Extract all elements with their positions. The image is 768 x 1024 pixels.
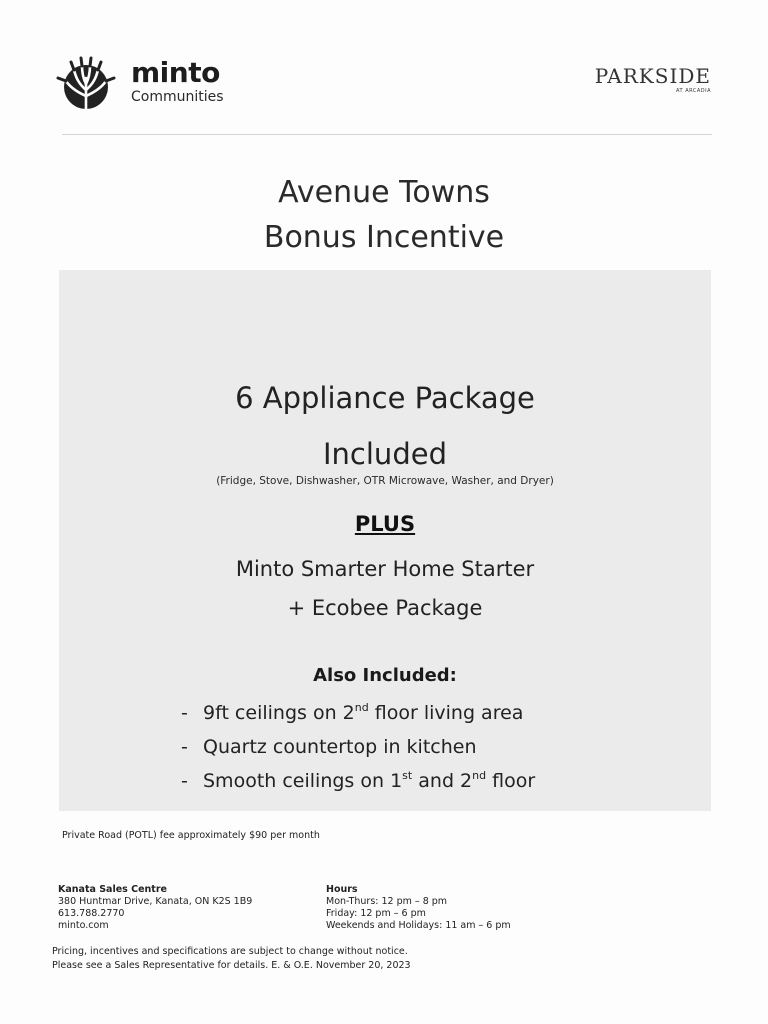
sales-centre-phone: 613.788.2770 [58, 908, 125, 919]
brand-name: minto [131, 56, 220, 89]
list-item: - Smooth ceilings on 1st and 2nd floor [181, 764, 535, 798]
title-line-2: Bonus Incentive [263, 220, 505, 255]
disclaimer-line-2: Please see a Sales Representative for details. E. & O.E. November 20, 2023 [52, 960, 411, 971]
header-divider [62, 134, 712, 135]
parkside-subtitle: AT ARCADIA [676, 88, 711, 94]
potl-fee-note: Private Road (POTL) fee approximately $90 per month [62, 830, 320, 841]
list-item: - 9ft ceilings on 2nd floor living area [181, 696, 535, 730]
incentive-panel [59, 270, 711, 811]
list-dash: - [181, 736, 188, 758]
sales-centre-title: Kanata Sales Centre [58, 884, 167, 895]
list-item: - Quartz countertop in kitchen [181, 730, 535, 764]
sales-centre-address: 380 Huntmar Drive, Kanata, ON K2S 1B9 [58, 896, 253, 907]
brand-subtitle: Communities [131, 89, 224, 105]
hours-info [326, 884, 511, 932]
parkside-name: PARKSIDE [594, 64, 711, 88]
also-included-list [181, 696, 535, 798]
sales-centre-info [58, 884, 252, 932]
hours-title: Hours [326, 884, 358, 895]
page-title [0, 170, 768, 260]
disclaimer-line-1: Pricing, incentives and specifications are subject to change without notice. [52, 946, 408, 957]
minto-communities-logo [131, 58, 224, 105]
title-line-1: Avenue Towns [278, 175, 490, 210]
parkside-logo [595, 64, 711, 94]
package-heading [59, 370, 711, 482]
minto-tree-logo-icon [55, 56, 117, 110]
smart-home-line-1: Minto Smarter Home Starter [235, 557, 535, 581]
hours-line-1: Mon-Thurs: 12 pm – 8 pm [326, 896, 448, 907]
appliance-list: (Fridge, Stove, Dishwasher, OTR Microwave, Washer, and Dryer) [216, 475, 554, 487]
sales-centre-web: minto.com [58, 920, 109, 931]
smart-home-package [59, 550, 711, 628]
also-included-heading: Also Included: [313, 665, 457, 686]
list-dash: - [181, 770, 188, 792]
plus-label: PLUS [354, 512, 416, 536]
hours-line-2: Friday: 12 pm – 6 pm [326, 908, 426, 919]
disclaimer [52, 945, 411, 973]
list-dash: - [181, 702, 188, 724]
package-heading-line-1: 6 Appliance Package [235, 381, 535, 415]
hours-line-3: Weekends and Holidays: 11 am – 6 pm [326, 920, 511, 931]
smart-home-line-2: + Ecobee Package [287, 596, 483, 620]
package-heading-line-2: Included [323, 437, 447, 471]
